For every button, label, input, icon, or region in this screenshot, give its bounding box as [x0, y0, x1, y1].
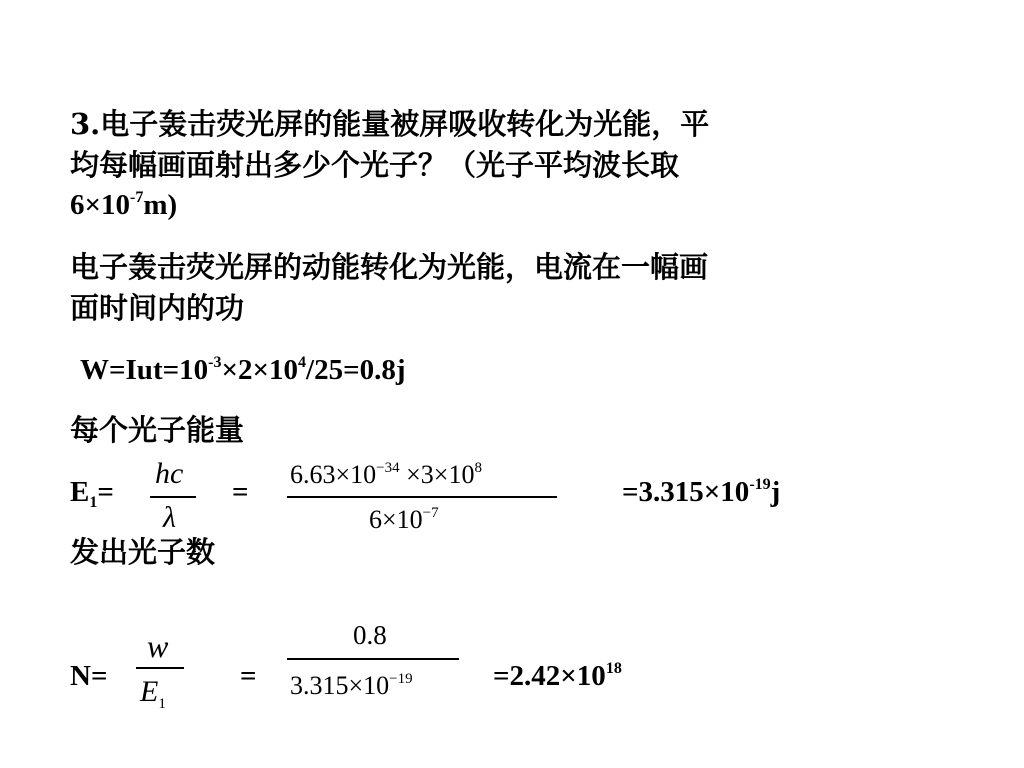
fraction-lambda-denominator: λ	[163, 501, 176, 534]
fraction-e1-denominator: $E_1$	[140, 675, 166, 712]
equals-sign: =	[240, 660, 257, 692]
fraction-w-numerator: w	[147, 628, 169, 664]
energy-denominator: $6\times 10^{-7}$	[369, 505, 439, 534]
explanation-line-1: 电子轰击荧光屏的动能转化为光能，电流在一幅画	[70, 250, 709, 284]
energy-lhs: $E_1=$	[70, 476, 114, 511]
count-numerator: 0.8	[353, 620, 387, 650]
question-line-3	[70, 191, 177, 220]
work-equation: $W=Iut=10^{-3}\times 2\times 10^4/25=0.8j$	[80, 354, 406, 386]
photon-count-label: 发出光子数	[70, 535, 216, 569]
fraction-bar	[150, 496, 196, 498]
explanation-line-2: 面时间内的功	[70, 291, 245, 325]
equals-sign: =	[232, 476, 249, 508]
photon-energy-label: 每个光子能量	[70, 413, 245, 447]
energy-result: $=3.315\times 10^{-19}j$	[622, 476, 781, 508]
count-lhs: N=	[70, 660, 108, 692]
count-result: $=2.42\times 10^{18}$	[493, 660, 622, 692]
question-line-1: 3.电子轰击荧光屏的能量被屏吸收转化为光能，平	[70, 107, 710, 141]
energy-numerator: $6.63\times 10^{-34} \times 3\times 10^8$	[290, 460, 482, 489]
fraction-bar	[287, 496, 557, 498]
wavelength-exponent: -7	[130, 189, 144, 206]
fraction-bar	[287, 658, 459, 660]
question-line-2: 均每幅画面射出多少个光子？（光子平均波长取	[70, 148, 680, 182]
wavelength-unit: m)	[143, 189, 178, 221]
wavelength-base: 6×10	[70, 189, 131, 221]
fraction-bar	[136, 667, 184, 669]
count-denominator: $3.315\times 10^{-19}$	[290, 671, 413, 700]
fraction-hc-numerator: hc	[155, 457, 184, 490]
